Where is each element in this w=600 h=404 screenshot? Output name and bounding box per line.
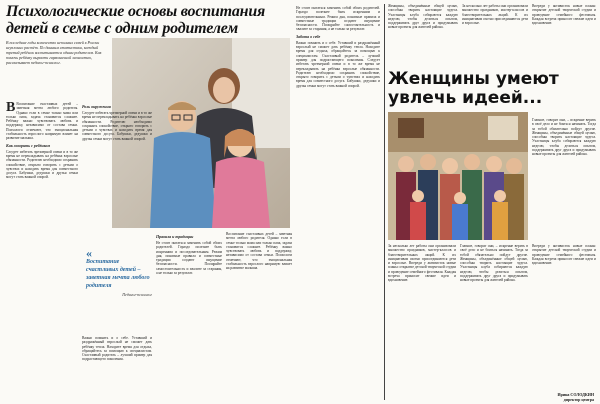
article2-col2-text: За несколько лет работы они организовали множество праздников, мастер-классов и благотворительных акций. К их инициативам охотно присоединяются дети и взрослые. [462, 4, 528, 26]
dropcap-letter: В [6, 102, 16, 115]
article2-col5-text-b: Впереди у активисток новые планы: открытие детской творческой студии и проведение семейного фестиваля. Каждая встреча приносит свежие идеи и вдохновение. [388, 261, 456, 283]
article1-col5-text-c: Следует избегать чрезмерной опеки и в то же время не перекладывать на ребёнка взрослые обязанности. Родителю необходимо сохранять спокойствие, открыто говорить с детьми о чувствах и находить время для совместного досуга. Бабушки, дедушки и друзья семьи могут стать важной опорой. [296, 57, 380, 88]
article1-col1-text: Воспитание счастливых детей – заветная мечта любого родителя. Однако если в семье только мама или только папа, задача становится сложнее. Ребёнку важно чувствовать любовь и поддержку, независимо от состава семьи. Психологи отмечают, что эмоциональная стабильность взрослого напрямую влияет на развитие малыша. [6, 102, 78, 141]
article2-column-7 [532, 244, 596, 384]
article1-column-1 [6, 102, 78, 402]
article1-subhead-1: Как говорить с ребёнком [6, 142, 51, 148]
article2-column-2 [462, 4, 528, 66]
quote-text: Воспитание счастливых детей – заветная мечта любого родителя [86, 259, 150, 289]
article1-column-4 [226, 232, 292, 402]
signature-role: директор центра [563, 397, 594, 402]
column-divider [384, 4, 385, 400]
article2-col7-text: Впереди у активисток новые планы: открытие детской творческой студии и проведение семейного фестиваля. Каждая встреча приносит свежие идеи и вдохновение. [532, 244, 596, 266]
article2-col4-text-b: Женщины, объединённые общей целью, способны творить настоящие чудеса. Участницы клуба собираются каждую неделю, чтобы делиться опытом, поддерживать друг друга и придумывать новые проекты для жителей района. [532, 130, 596, 157]
article1-column-3 [156, 232, 222, 402]
article2-col6-text-b: Женщины, объединённые общей целью, способны творить настоящие чудеса. Участницы клуба собираются каждую неделю, чтобы делиться опытом, поддерживать друг друга и придумывать новые проекты для жителей района. [460, 256, 528, 283]
article1-subhead-2: Роль окружения [82, 104, 111, 109]
article1-column-5 [296, 6, 380, 402]
quote-author: Педагог-психолог [122, 292, 152, 297]
quote-mark-icon: « [86, 246, 92, 260]
article2-col3-text: Впереди у активисток новые планы: открытие детской творческой студии и проведение семейного фестиваля. Каждая встреча приносит свежие идеи и вдохновение. [532, 4, 596, 26]
article2-title: Женщины умеют увлечь идеей... [388, 69, 559, 108]
group-photo [388, 112, 528, 240]
article1-col4-text: Воспитание счастливых детей – заветная мечта любого родителя. Однако если в семье только мама или только папа, задача становится сложнее. Ребёнку важно чувствовать любовь и поддержку, независимо от состава семьи. Психологи отмечают, что эмоциональная стабильность взрослого напрямую влияет на развитие малыша. [226, 232, 292, 271]
article2-column-6 [460, 244, 528, 402]
article2-column-4 [532, 118, 596, 240]
article2-signature [557, 392, 594, 402]
article2-col6-text: Главное, говорят они, – искренне верить в своё дело и не бояться начинать. Тогда за тобой обязательно пойдут другие. [460, 244, 528, 257]
article2-col5-text: За несколько лет работы они организовали множество праздников, мастер-классов и благотворительных акций. К их инициативам охотно присоединяются дети и взрослые. [388, 244, 456, 266]
article1-subhead-4: Забота о себе [296, 33, 321, 39]
article1-title: Психологические основы воспитания детей в семье с одним родителем [6, 3, 266, 37]
article1-subhead-3: Правила и традиции [156, 234, 194, 239]
article1-lead: В последние годы количество неполных семей в России неуклонно растёт. По данным статистики, каждый третий ребёнок воспитывается одним родителем. Как помочь ребёнку вырасти гармоничной личностью, рассказывает педагог-психолог. [6, 40, 102, 65]
article1-col5-text-b: Важно помнить и о себе. Уставший и раздражённый взрослый не сможет дать ребёнку тепла. Находите время для отдыха, обращайтесь за помощью к специалистам. Счастливый родитель – лучший пример для подрастающего поколения. [296, 40, 380, 62]
signature-name: Ирина СОЛОДКИН [557, 392, 594, 397]
article1-column-2 [82, 102, 152, 246]
article1-col2-text: Следует избегать чрезмерной опеки и в то же время не перекладывать на ребёнка взрослые обязанности. Родителю необходимо сохранять спокойствие, открыто говорить с детьми о чувствах и находить время для совместного досуга. Бабушки, дедушки и друзья семьи могут стать важной опорой. [82, 111, 152, 141]
article2-column-5 [388, 244, 456, 402]
pull-quote [86, 248, 152, 334]
article2-col4-text: Главное, говорят они, – искренне верить в своё дело и не бояться начинать. Тогда за тобой обязательно пойдут другие. [532, 118, 596, 131]
article1-column-2b [82, 336, 152, 402]
article1-col2b-text: Важно помнить и о себе. Уставший и раздражённый взрослый не сможет дать ребёнку тепла. Находите время для отдыха, обращайтесь за помощью к специалистам. Счастливый родитель – лучший пример для подрастающего поколения. [82, 336, 152, 362]
article1-col3-text: Не стоит пытаться заменить собой обоих родителей. Гораздо полезнее быть искренним и последовательным. Режим дня, понятные правила и совместные традиции создают ощущение безопасности. Поощряйте самостоятельность и хвалите за старания, а не только за результат. [156, 241, 222, 276]
group-photo-image [388, 112, 528, 240]
article1-col1-text-b: Следует избегать чрезмерной опеки и в то же время не перекладывать на ребёнка взрослые обязанности. Родителю необходимо сохранять спокойствие, открыто говорить с детьми о чувствах и находить время для совместного досуга. Бабушки, дедушки и друзья семьи могут стать важной опорой. [6, 149, 78, 180]
article2-col1-text: Женщины, объединённые общей целью, способны творить настоящие чудеса. Участницы клуба собираются каждую неделю, чтобы делиться опытом, поддерживать друг друга и придумывать новые проекты для жителей района. [388, 4, 458, 30]
article2-column-1 [388, 4, 458, 66]
article1-col5-text: Не стоит пытаться заменить собой обоих родителей. Гораздо полезнее быть искренним и последовательным. Режим дня, понятные правила и совместные традиции создают ощущение безопасности. Поощряйте самостоятельность и хвалите за старания, а не только за результат. [296, 6, 380, 32]
